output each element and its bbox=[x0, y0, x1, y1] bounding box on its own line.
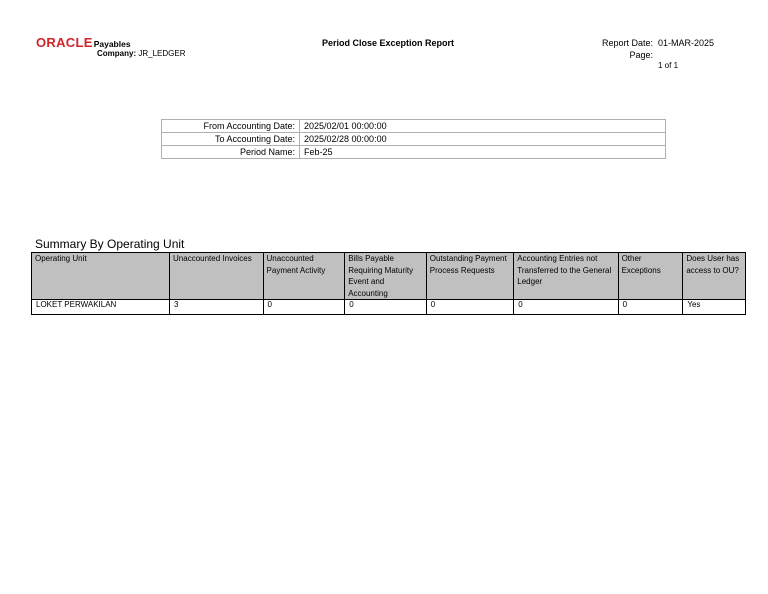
column-header: Accounting Entries not Transferred to the General Ledger bbox=[514, 253, 618, 300]
report-title: Period Close Exception Report bbox=[322, 38, 455, 48]
parameter-row bbox=[162, 133, 666, 146]
column-header: Operating Unit bbox=[32, 253, 170, 300]
column-header: Outstanding Payment Process Requests bbox=[426, 253, 514, 300]
page-value: 1 of 1 bbox=[658, 61, 679, 70]
table-cell: 0 bbox=[345, 300, 427, 315]
parameter-row bbox=[162, 146, 666, 159]
brand-name: ORACLE bbox=[36, 35, 93, 50]
table-cell: 0 bbox=[514, 300, 618, 315]
report-date-value: 01-MAR-2025 bbox=[658, 38, 715, 48]
table-row bbox=[32, 300, 746, 315]
company-value: JR_LEDGER bbox=[138, 49, 186, 58]
table-cell: 0 bbox=[426, 300, 514, 315]
parameter-value: Feb-25 bbox=[300, 146, 666, 159]
table-header-row bbox=[32, 253, 746, 300]
parameter-value: 2025/02/01 00:00:00 bbox=[300, 120, 666, 133]
product-name: Payables bbox=[93, 39, 131, 49]
column-header: Unaccounted Payment Activity bbox=[263, 253, 345, 300]
report-meta-labels bbox=[533, 37, 653, 61]
table-cell: 3 bbox=[170, 300, 264, 315]
parameters-table bbox=[161, 119, 666, 159]
table-cell: Yes bbox=[683, 300, 746, 315]
summary-table bbox=[31, 252, 746, 315]
parameter-label: Period Name: bbox=[162, 146, 300, 159]
page-label: Page: bbox=[629, 50, 653, 60]
column-header: Other Exceptions bbox=[618, 253, 683, 300]
company-label: Company: bbox=[97, 49, 137, 58]
report-date-label: Report Date: bbox=[601, 38, 653, 48]
parameter-row bbox=[162, 120, 666, 133]
parameter-label: To Accounting Date: bbox=[162, 133, 300, 146]
parameter-value: 2025/02/28 00:00:00 bbox=[300, 133, 666, 146]
column-header: Bills Payable Requiring Maturity Event and Accounting bbox=[345, 253, 427, 300]
company-info bbox=[97, 49, 185, 58]
column-header: Does User has access to OU? bbox=[683, 253, 746, 300]
section-title: Summary By Operating Unit bbox=[35, 237, 185, 251]
table-cell: 0 bbox=[263, 300, 345, 315]
column-header: Unaccounted Invoices bbox=[170, 253, 264, 300]
table-cell: 0 bbox=[618, 300, 683, 315]
parameter-label: From Accounting Date: bbox=[162, 120, 300, 133]
table-cell: LOKET PERWAKILAN bbox=[32, 300, 170, 315]
